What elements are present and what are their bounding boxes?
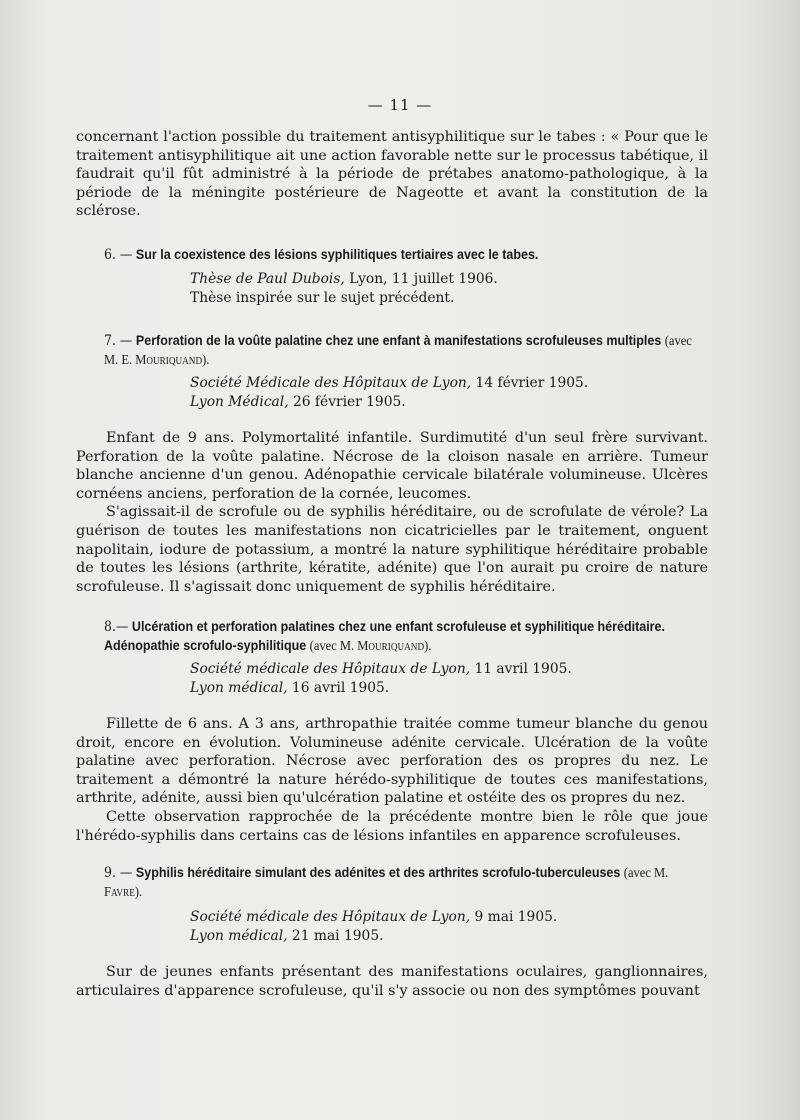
ref-detail: 16 avril 1905.	[287, 679, 390, 696]
ref-source: Thèse de Paul Dubois,	[190, 271, 345, 287]
page-number: — 11 —	[367, 96, 433, 114]
entry-6-ref-2	[190, 289, 690, 308]
entry-8-title-text: Ulcération et perforation palatines chez une enfant scrofuleuse et syphilitique héréditaire. Adénopathie scrofulo-syphilitique	[104, 619, 665, 653]
entry-9-paragraph-1: Sur de jeunes enfants présentant des manifestations oculaires, ganglionnaires, articulaires d'apparence scrofuleuse, qu'il s'y associe ou non des symptômes pouvant	[76, 964, 708, 999]
entry-8	[104, 618, 708, 655]
entry-9-title	[104, 864, 704, 901]
entry-7-body	[76, 429, 708, 596]
entry-9-title-text: Syphilis héréditaire simulant des adénites et des arthrites scrofulo-tuberculeuses	[135, 865, 621, 880]
entry-6-ref-1	[190, 270, 690, 289]
ref-detail: 11 avril 1905.	[470, 661, 572, 677]
entry-6-refs	[190, 270, 690, 307]
entry-8-refs	[190, 660, 690, 697]
coauthor-name: Mouriquand	[357, 637, 425, 653]
intro-paragraph: concernant l'action possible du traitement antisyphilitique sur le tabes : « Pour que le traitement antisyphilitique ait une action favorable nette sur le processus tabétique, il faudrait qu'il fût administré à la période de prétabes anatomo-pathologique, à la période de la méningite postérieure de Nageotte et avant la constitution de la sclérose.	[76, 129, 708, 220]
entry-7-number: 7. —	[104, 333, 133, 349]
entry-7-ref-1	[190, 374, 690, 393]
entry-7-title-text: Perforation de la voûte palatine chez une enfant à manifestations scrofuleuses multiples	[135, 333, 662, 348]
coauthor-name: Favre	[104, 883, 135, 899]
entry-7	[104, 332, 708, 369]
ref-detail: Lyon, 11 juillet 1906.	[344, 271, 498, 287]
entry-8-ref-2	[190, 679, 690, 698]
entry-7-ref-2	[190, 393, 690, 412]
coauthor-name: Mouriquand	[135, 351, 203, 367]
entry-7-title	[104, 332, 704, 369]
coauthor-suffix: ).	[202, 351, 210, 367]
entry-7-paragraph-1: Enfant de 9 ans. Polymortalité infantile. Surdimutité d'un seul frère survivant. Perforation de la voûte palatine. Nécrose de la cloison nasale en arrière. Tumeur blanche ancienne d'un genou. Adénopathie cervicale bilatérale volumineuse. Ulcères cornéens anciens, perforation de la cornée, leucomes.	[76, 430, 708, 502]
entry-8-number: 8.—	[104, 619, 129, 635]
coauthor-suffix: ).	[134, 883, 143, 899]
ref-detail: 14 février 1905.	[471, 375, 589, 391]
coauthor-prefix: (avec M. E.	[104, 333, 692, 367]
ref-detail: 9 mai 1905.	[470, 909, 558, 925]
ref-detail: 21 mai 1905.	[287, 927, 384, 944]
intro-block	[76, 128, 708, 221]
entry-9-body	[76, 963, 708, 1000]
coauthor-prefix: (avec M.	[623, 865, 669, 880]
entry-8-coauthor	[310, 638, 432, 653]
ref-detail: Thèse inspirée sur le sujet précédent.	[190, 289, 455, 306]
entry-9-refs	[190, 908, 690, 945]
ref-source: Société médicale des Hôpitaux de Lyon,	[190, 909, 471, 925]
coauthor-suffix: ).	[424, 637, 432, 653]
entry-8-body	[76, 715, 708, 845]
entry-7-refs	[190, 374, 690, 411]
ref-source: Lyon médical,	[190, 927, 288, 944]
ref-source: Lyon Médical,	[190, 393, 289, 410]
entry-6-title-text: Sur la coexistence des lésions syphilitiques tertiaires avec le tabes.	[135, 247, 539, 262]
entry-9-ref-2	[190, 927, 690, 946]
entry-9-number: 9. —	[104, 865, 133, 881]
entry-6-number: 6. —	[104, 247, 133, 263]
entry-8-paragraph-1: Fillette de 6 ans. A 3 ans, arthropathie traitée comme tumeur blanche du genou droit, encore en évolution. Volumineuse adénite cervicale. Ulcération de la voûte palatine avec perforation. Nécrose avec perforation des os propres du nez. Le traitement a démontré la nature hérédo-syphilitique de toutes ces manifestations, arthrite, adénite, aussi bien qu'ulcération palatine et ostéite des os propres du nez.	[76, 716, 708, 807]
ref-source: Lyon médical,	[190, 679, 288, 696]
entry-9-ref-1	[190, 908, 690, 927]
entry-9	[104, 864, 708, 901]
entry-8-title	[104, 618, 704, 655]
coauthor-prefix: (avec M.	[309, 637, 358, 653]
ref-source: Société médicale des Hôpitaux de Lyon,	[190, 661, 471, 677]
entry-6	[104, 246, 708, 265]
entry-6-title	[104, 246, 704, 265]
entry-8-paragraph-2: Cette observation rapprochée de la précédente montre bien le rôle que joue l'hérédo-syphilis dans certains cas de lésions infantiles en apparence scrofuleuses.	[76, 808, 708, 844]
ref-detail: 26 février 1905.	[288, 393, 406, 410]
ref-source: Société Médicale des Hôpitaux de Lyon,	[190, 375, 472, 391]
entry-8-ref-1	[190, 660, 690, 679]
entry-7-paragraph-2: S'agissait-il de scrofule ou de syphilis héréditaire, ou de scrofulate de vérole? La guérison de toutes les manifestations non cicatricielles par le traitement, onguent napolitain, iodure de potassium, a montré la nature syphilitique héréditaire probable de toutes les lésions (arthrite, kératite, adénite) que l'on aurait pu croire de nature scrofuleuse. Il s'agissait donc uniquement de syphilis héréditaire.	[76, 504, 708, 595]
